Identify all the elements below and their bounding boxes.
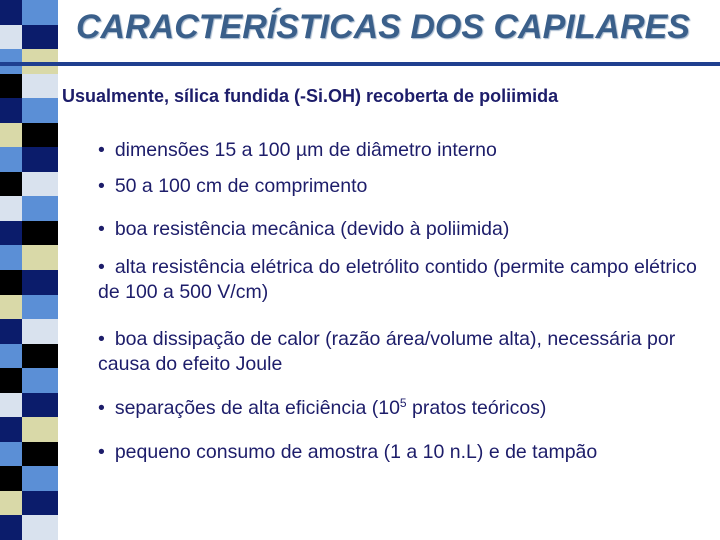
bullet-dot: • [98, 441, 105, 463]
bullet-text: 50 a 100 cm de comprimento [114, 175, 368, 197]
bullet-dot: • [98, 328, 105, 350]
bullet-dot: • [98, 175, 105, 197]
bullet-item [98, 138, 698, 163]
decorative-stripe [0, 0, 58, 540]
bullet-item [98, 440, 720, 465]
bullet-text: pequeno consumo de amostra (1 a 10 n.L) e de tampão [114, 441, 598, 463]
bullet-dot: • [98, 256, 105, 278]
slide-title: CARACTERÍSTICAS DOS CAPILARES [76, 8, 690, 46]
bullet-item [98, 327, 698, 377]
title-rule [0, 62, 720, 66]
bullet-text: boa dissipação de calor (razão área/volume alta), necessária por causa do efeito Joule [98, 328, 676, 375]
bullet-text: dimensões 15 a 100 µm de diâmetro interno [114, 139, 497, 161]
bullet-item [98, 396, 698, 421]
bullet-item [98, 174, 698, 199]
bullet-dot: • [98, 139, 105, 161]
superscript: 5 [399, 396, 407, 410]
bullet-text: separações de alta eficiência ($10^5$ pratos teóricos) [114, 396, 547, 419]
bullet-text: alta resistência elétrica do eletrólito contido (permite campo elétrico de 100 a 500 V/cm) [98, 256, 697, 303]
bullet-text: boa resistência mecânica (devido à poliimida) [114, 218, 510, 240]
bullet-dot: • [98, 218, 105, 240]
bullet-item [98, 255, 698, 305]
bullet-dot: • [98, 397, 105, 419]
slide-subtitle: Usualmente, sílica fundida (-Si.OH) recoberta de poliimida [62, 86, 559, 106]
bullet-item [98, 217, 698, 242]
